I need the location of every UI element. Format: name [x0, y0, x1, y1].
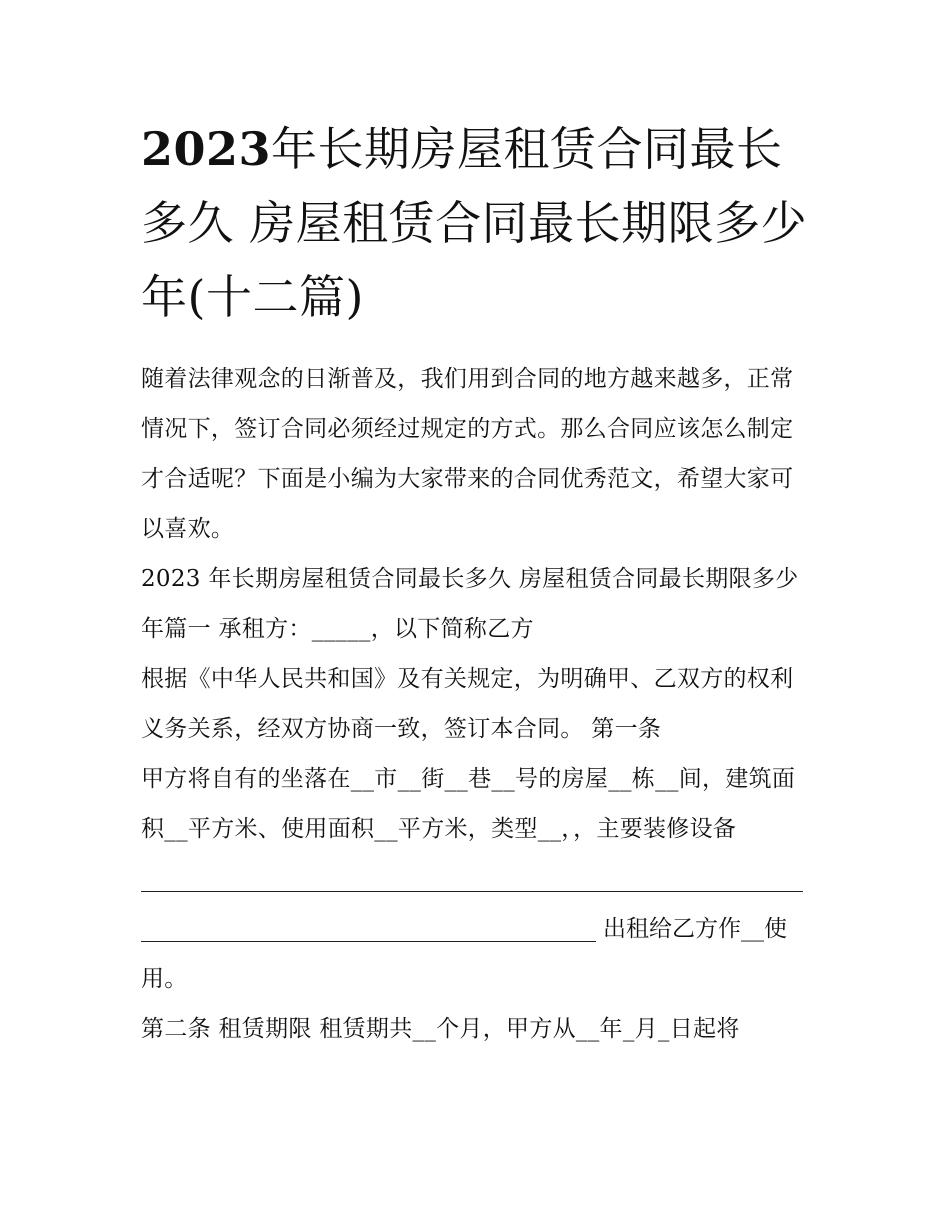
article-2-paragraph: 第二条 租赁期限 租赁期共__个月，甲方从__年_月_日起将 — [141, 1016, 740, 1042]
use-end-text: 用。 — [141, 966, 188, 992]
basis-paragraph: 根据《中华人民共和国》及有关规定，为明确甲、乙双方的权利义务关系，经双方协商一致，签订本合同。 第一条 — [141, 666, 794, 742]
document-body — [141, 112, 813, 1054]
blank-line-partial-row — [141, 904, 813, 954]
document-title — [141, 112, 813, 334]
fill-in-line-partial — [141, 941, 596, 942]
line-after-text: 出租给乙方作__使 — [603, 916, 787, 942]
article-1-paragraph: 甲方将自有的坐落在__市__街__巷__号的房屋__栋__间，建筑面积__平方米、使用面积__平方米，类型__，，主要装修设备 — [141, 766, 796, 842]
title-text: 年长期房屋租赁合同最长多久 房屋租赁合同最长期限多少年(十二篇) — [141, 122, 808, 324]
section-heading: 2023 年长期房屋租赁合同最长多久 房屋租赁合同最长期限多少年篇一 承租方：_____，以下简称乙方 — [141, 566, 799, 642]
title-year: 2023 — [141, 122, 272, 176]
blank-line-full — [141, 854, 813, 904]
fill-in-line — [141, 891, 803, 892]
intro-paragraph: 随着法律观念的日渐普及，我们用到合同的地方越来越多，正常情况下，签订合同必须经过规定的方式。那么合同应该怎么制定才合适呢？下面是小编为大家带来的合同优秀范文，希望大家可以喜欢。 — [141, 366, 794, 542]
